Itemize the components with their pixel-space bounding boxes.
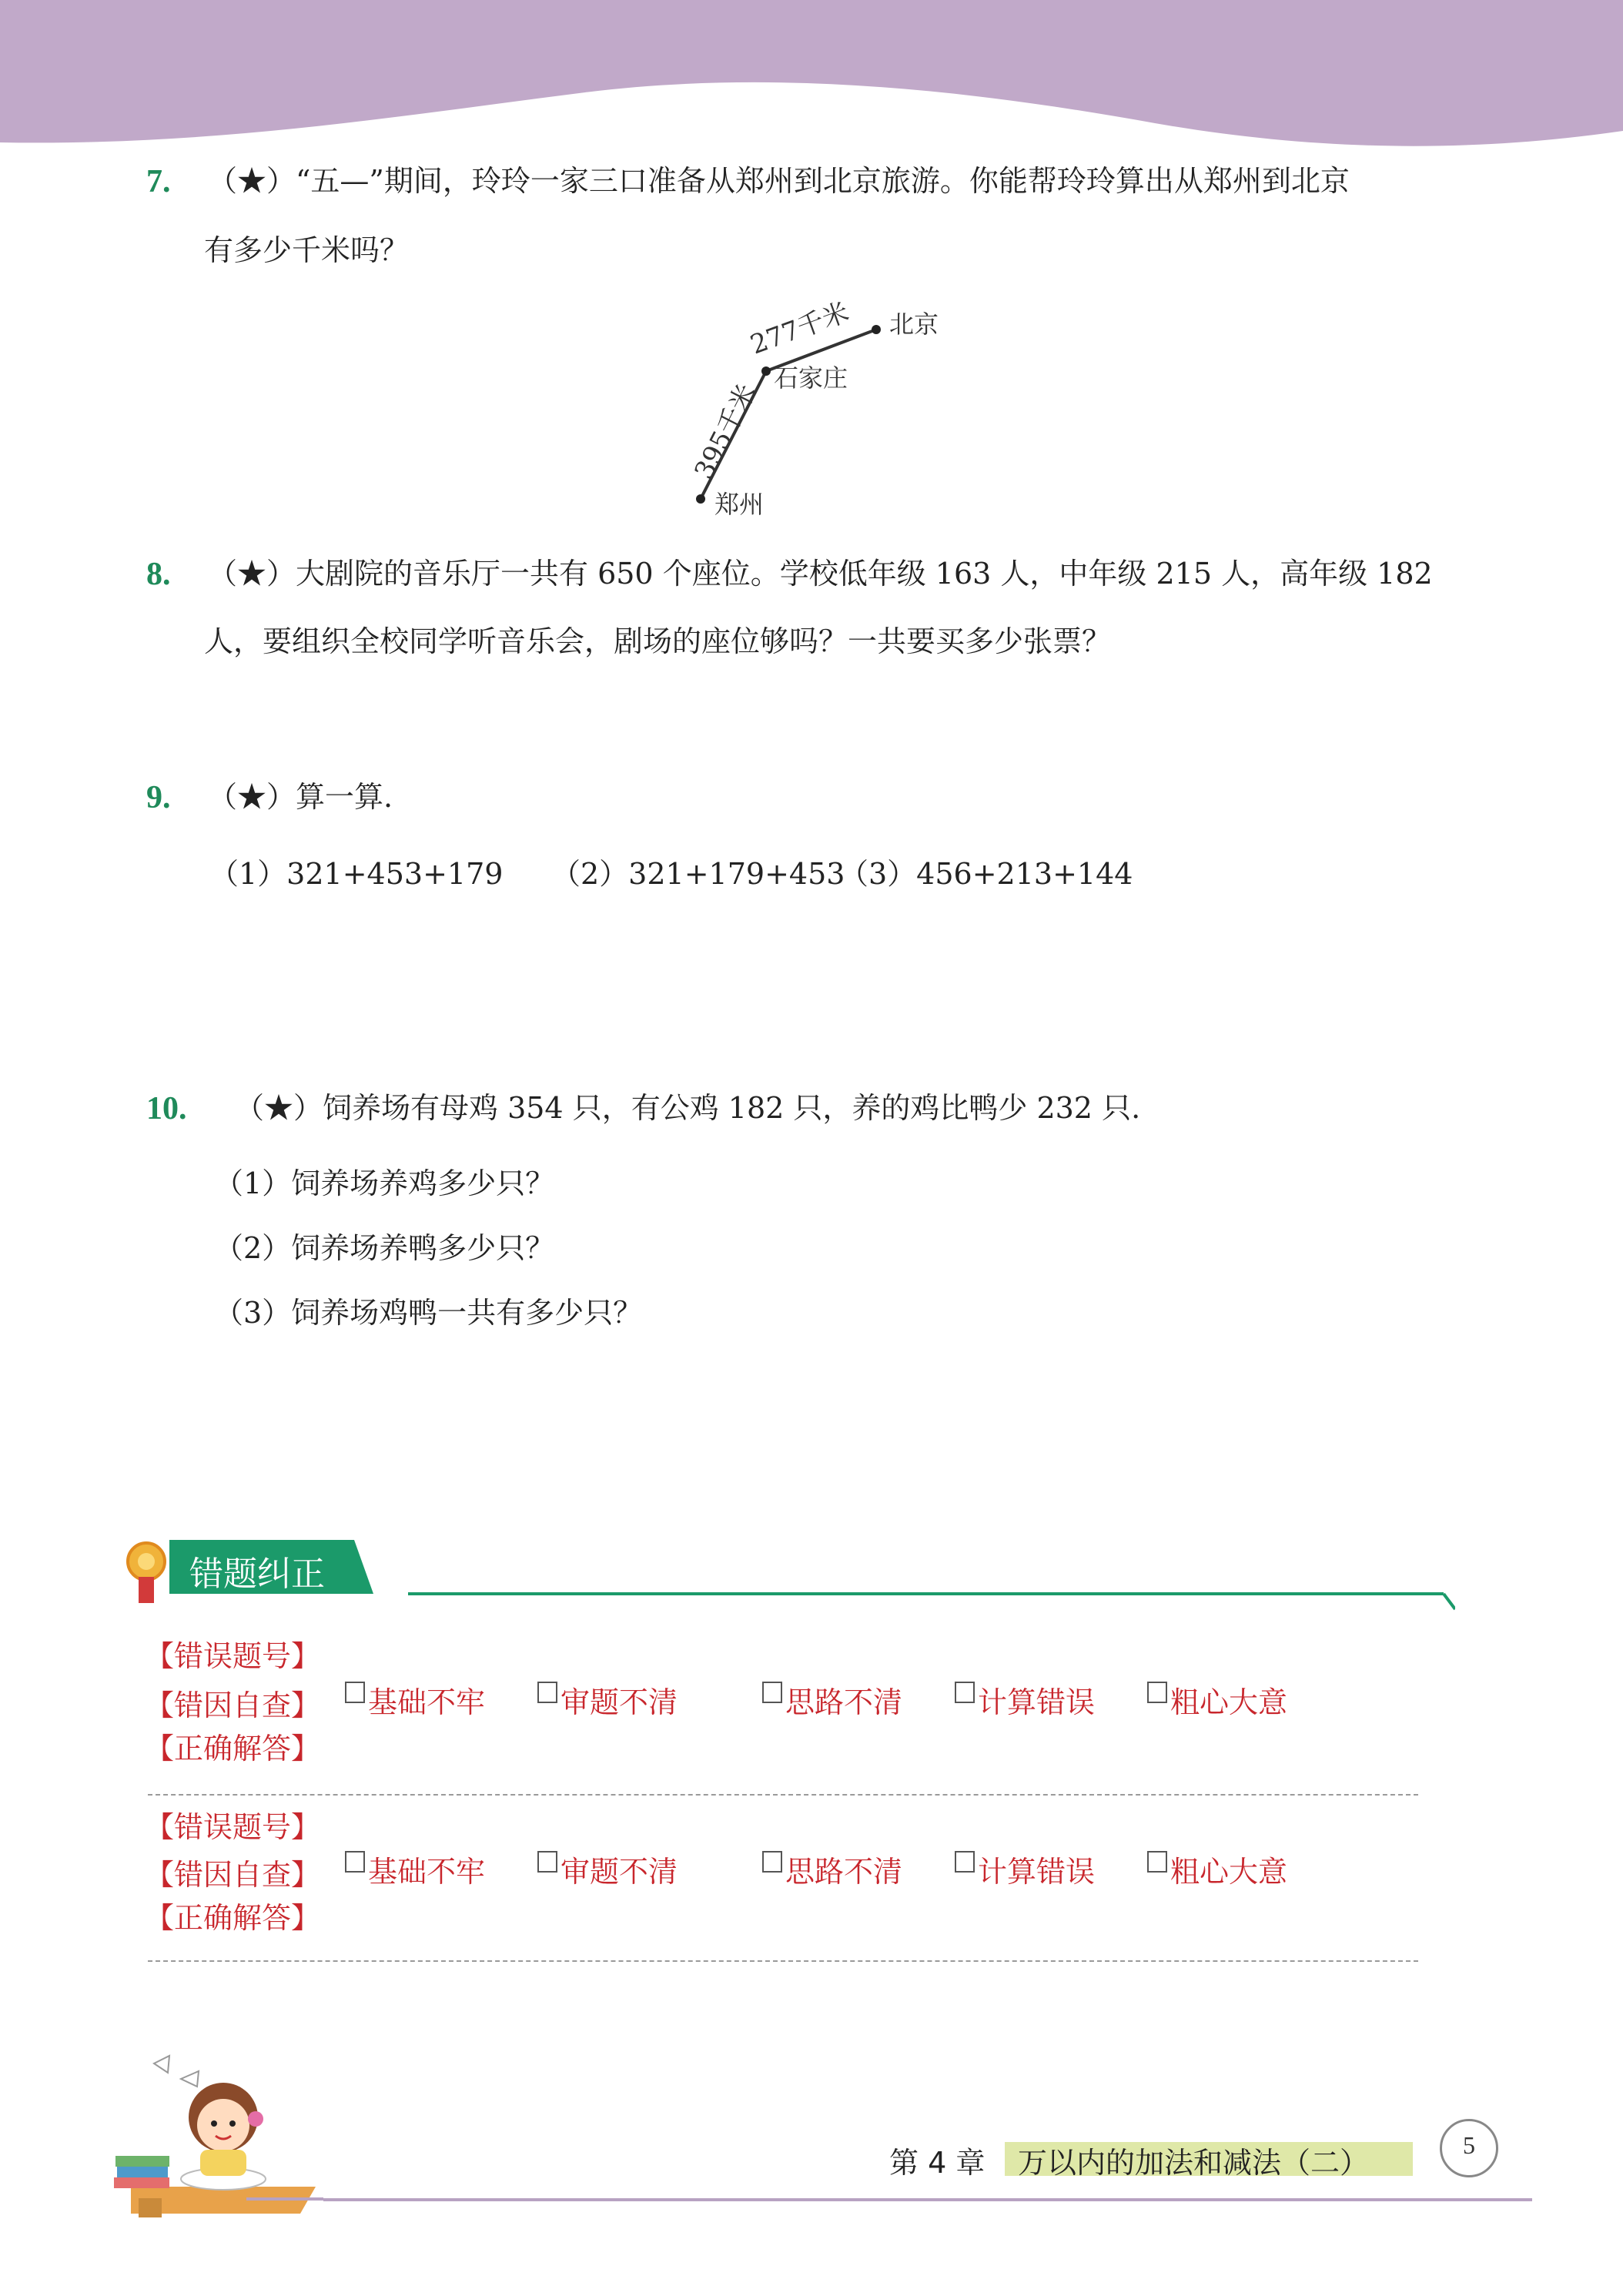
divider-dashed-2	[148, 1960, 1418, 1962]
wrong-question-label-1: 【错误题号】	[145, 1639, 321, 1673]
question-10-item-3: （3）饲养场鸡鸭一共有多少只？	[214, 1296, 643, 1330]
question-8-text-line2: 人，要组织全校同学听音乐会，剧场的座位够吗？一共要买多少张票？	[204, 624, 1112, 658]
checkbox-icon[interactable]	[345, 1682, 365, 1703]
divider-dashed-1	[148, 1794, 1418, 1796]
checkbox-icon[interactable]	[1147, 1851, 1167, 1873]
question-9-text: （★）算一算.	[208, 780, 393, 814]
girl-reading-illustration	[108, 2048, 323, 2217]
question-10-item-1: （1）饲养场养鸡多少只？	[214, 1166, 555, 1200]
question-9-item-3: （3）456+213+144	[839, 857, 1133, 891]
cause-option-1-3[interactable]: 思路不清	[762, 1678, 902, 1721]
question-10-item-2: （2）饲养场养鸭多少只？	[214, 1231, 555, 1265]
checkbox-icon[interactable]	[537, 1851, 557, 1873]
city-dot-beijing	[872, 325, 881, 334]
question-number-9: 9.	[146, 780, 171, 815]
question-9-item-2: （2）321+179+453	[551, 857, 845, 891]
checkbox-icon[interactable]	[762, 1851, 782, 1873]
checkbox-icon[interactable]	[1147, 1682, 1167, 1703]
footer-chapter-title: 万以内的加法和减法（二）	[1018, 2146, 1370, 2180]
cause-option-1-2[interactable]: 审题不清	[537, 1678, 678, 1721]
cause-option-2-2[interactable]: 审题不清	[537, 1848, 678, 1890]
correct-answer-label-1: 【正确解答】	[145, 1732, 321, 1766]
header-wave	[0, 0, 1623, 162]
correction-title: 错题纠正	[189, 1555, 325, 1594]
question-7-text-line2: 有多少千米吗？	[204, 233, 410, 267]
page-number: 5	[1463, 2131, 1475, 2159]
question-7-text-line1: （★）“五—”期间，玲玲一家三口准备从郑州到北京旅游。你能帮玲玲算出从郑州到北京	[208, 164, 1350, 198]
cause-option-2-5[interactable]: 粗心大意	[1147, 1848, 1287, 1890]
route-map	[654, 285, 978, 531]
checkbox-icon[interactable]	[762, 1682, 782, 1703]
checkbox-icon[interactable]	[345, 1851, 365, 1873]
checkbox-icon[interactable]	[955, 1851, 975, 1873]
city-dot-zhengzhou	[696, 494, 705, 504]
cause-option-2-1[interactable]: 基础不牢	[345, 1848, 485, 1890]
error-cause-label-2: 【错因自查】	[145, 1858, 321, 1892]
footer-rule	[323, 2198, 1532, 2201]
error-cause-label-1: 【错因自查】	[145, 1689, 321, 1722]
question-10-text: （★）饲养场有母鸡 354 只，有公鸡 182 只，养的鸡比鸭少 232 只.	[235, 1091, 1141, 1125]
distance-label-277: 277千米	[746, 296, 853, 361]
cause-option-1-1[interactable]: 基础不牢	[345, 1678, 485, 1721]
wrong-question-label-2: 【错误题号】	[145, 1810, 321, 1844]
city-label-beijing: 北京	[889, 310, 939, 339]
question-number-8: 8.	[146, 557, 171, 592]
question-8-text-line1: （★）大剧院的音乐厅一共有 650 个座位。学校低年级 163 人，中年级 215 人，高年级 182	[208, 557, 1433, 591]
distance-label-395: 395千米	[688, 379, 763, 485]
footer-chapter-label: 第 4 章	[889, 2146, 986, 2180]
city-label-zhengzhou: 郑州	[714, 490, 765, 519]
question-9-item-1: （1）321+453+179	[209, 857, 504, 891]
cause-option-2-4[interactable]: 计算错误	[955, 1848, 1095, 1890]
correct-answer-label-2: 【正确解答】	[145, 1901, 321, 1935]
cause-option-2-3[interactable]: 思路不清	[762, 1848, 902, 1890]
city-dot-shijiazhuang	[761, 366, 771, 376]
cause-option-1-4[interactable]: 计算错误	[955, 1678, 1095, 1721]
question-number-7: 7.	[146, 164, 171, 199]
question-number-10: 10.	[146, 1091, 187, 1126]
city-label-shijiazhuang: 石家庄	[774, 363, 848, 393]
checkbox-icon[interactable]	[955, 1682, 975, 1703]
checkbox-icon[interactable]	[537, 1682, 557, 1703]
cause-option-1-5[interactable]: 粗心大意	[1147, 1678, 1287, 1721]
